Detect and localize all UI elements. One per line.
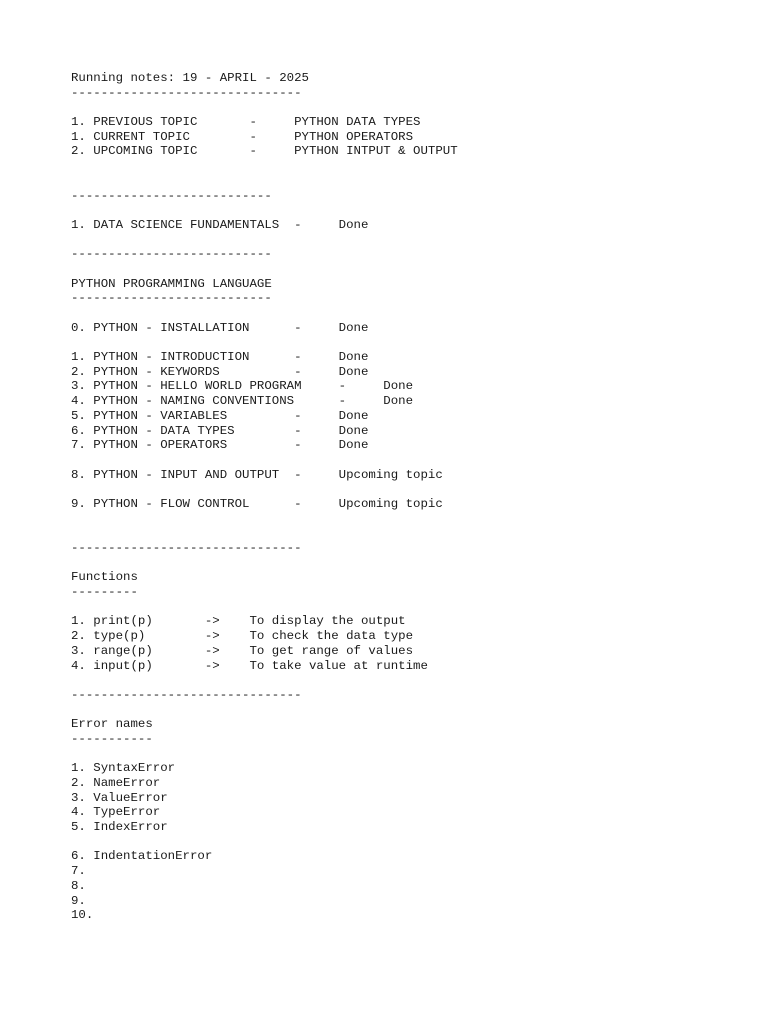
note-line [71,747,761,762]
note-line: 3. ValueError [71,790,168,805]
note-line: Running notes: 19 - APRIL - 2025 [71,71,309,85]
note-line: 6. PYTHON - DATA TYPES - Done [71,423,369,438]
note-line: 4. TypeError [71,805,161,820]
note-line [71,673,761,688]
note-line: 4. input(p) -> To take value at runtime [71,658,428,673]
note-line: 6. IndentationError [71,849,213,864]
document-page [71,71,761,923]
running-notes-text [71,71,761,923]
note-line [71,835,761,850]
note-line [71,556,761,571]
note-line: --------------------------- [71,247,272,262]
note-line [71,335,761,350]
note-line [71,174,761,189]
note-line: 5. IndexError [71,820,168,835]
note-line: 5. PYTHON - VARIABLES - Done [71,408,369,423]
note-line: 8. [71,878,86,893]
note-line [71,203,761,218]
note-line: 10. [71,908,94,923]
note-line [71,526,761,541]
note-line [71,159,761,174]
note-line: Error names [71,717,153,732]
note-line [71,100,761,115]
note-line: 3. PYTHON - HELLO WORLD PROGRAM - Done [71,379,414,394]
note-line [71,512,761,527]
note-line [71,233,761,248]
note-line: 1. SyntaxError [71,761,176,776]
note-line [71,453,761,468]
note-line [71,262,761,277]
note-line: ----------- [71,731,153,746]
note-line: 1. PREVIOUS TOPIC - PYTHON DATA TYPES [71,115,421,130]
note-line: ------------------------------- [71,687,302,702]
note-line: --------------------------- [71,188,272,203]
note-line [71,306,761,321]
note-line: 1. CURRENT TOPIC - PYTHON OPERATORS [71,129,414,144]
note-line: 8. PYTHON - INPUT AND OUTPUT - Upcoming topic [71,467,443,482]
note-line: ------------------------------- [71,541,302,555]
note-line: 2. NameError [71,776,161,790]
note-line: 2. type(p) -> To check the data type [71,629,414,644]
note-line: 1. print(p) -> To display the output [71,614,406,629]
note-line: --------- [71,585,138,600]
note-line: 1. PYTHON - INTRODUCTION - Done [71,350,369,365]
note-line: 1. DATA SCIENCE FUNDAMENTALS - Done [71,217,369,232]
note-line: 2. UPCOMING TOPIC - PYTHON INTPUT & OUTPUT [71,144,458,159]
note-line: 3. range(p) -> To get range of values [71,643,414,658]
note-line: 9. PYTHON - FLOW CONTROL - Upcoming topic [71,496,443,511]
note-line: 2. PYTHON - KEYWORDS - Done [71,364,369,379]
note-line: 4. PYTHON - NAMING CONVENTIONS - Done [71,394,414,409]
note-line: --------------------------- [71,291,272,306]
note-line [71,482,761,497]
note-line: PYTHON PROGRAMMING LANGUAGE [71,276,272,291]
note-line: 7. PYTHON - OPERATORS - Done [71,438,369,453]
note-line: 7. [71,864,86,879]
note-line: Functions [71,570,138,585]
note-line [71,600,761,615]
note-line: 0. PYTHON - INSTALLATION - Done [71,320,369,335]
note-line [71,703,761,718]
note-line: ------------------------------- [71,85,302,100]
note-line: 9. [71,893,86,908]
